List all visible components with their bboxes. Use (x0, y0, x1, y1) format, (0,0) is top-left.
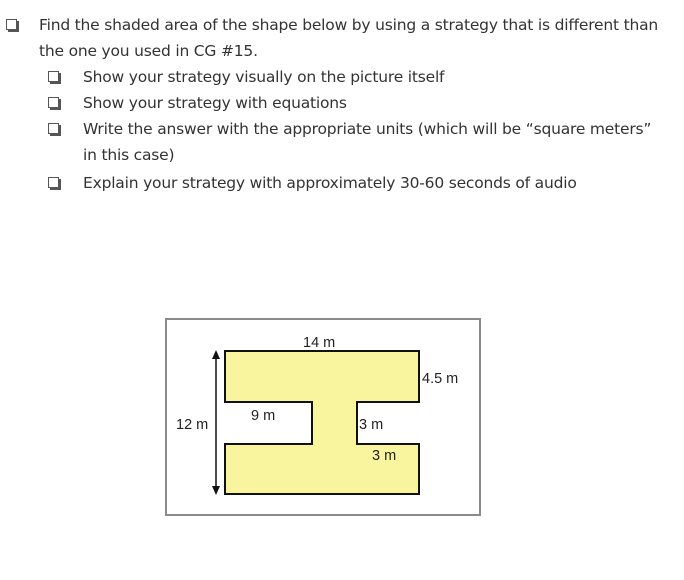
arrow-down-icon (212, 486, 220, 495)
list-item-text: Explain your strategy with approximately 30-60 seconds of audio (83, 174, 577, 192)
checkbox-bullet-icon (48, 71, 59, 82)
checkbox-bullet-icon (48, 123, 59, 134)
checkbox-bullet-icon (48, 97, 59, 108)
list-item (48, 64, 444, 90)
label-top-width: 14 m (303, 335, 336, 351)
main-instruction (6, 12, 676, 64)
arrow-up-icon (212, 350, 220, 359)
main-instruction-text: Find the shaded area of the shape below by using a strategy that is different than the one you used in CG #15. (39, 16, 659, 60)
checkbox-bullet-icon (6, 19, 17, 30)
list-item (48, 170, 577, 196)
label-left-height: 12 m (176, 417, 209, 433)
label-right-top: 4.5 m (422, 371, 459, 387)
list-item-text: Show your strategy visually on the picture itself (83, 68, 445, 86)
list-item (48, 90, 347, 116)
list-item (48, 116, 668, 168)
label-bottom-right: 3 m (372, 448, 397, 464)
shape-figure (165, 318, 481, 516)
list-item-text: Show your strategy with equations (83, 94, 347, 112)
label-notch-width: 9 m (251, 408, 276, 424)
checkbox-bullet-icon (48, 177, 59, 188)
list-item-text: Write the answer with the appropriate units (which will be “square meters” in this case) (83, 120, 652, 164)
shape-diagram (167, 320, 479, 514)
label-notch-side: 3 m (359, 417, 384, 433)
